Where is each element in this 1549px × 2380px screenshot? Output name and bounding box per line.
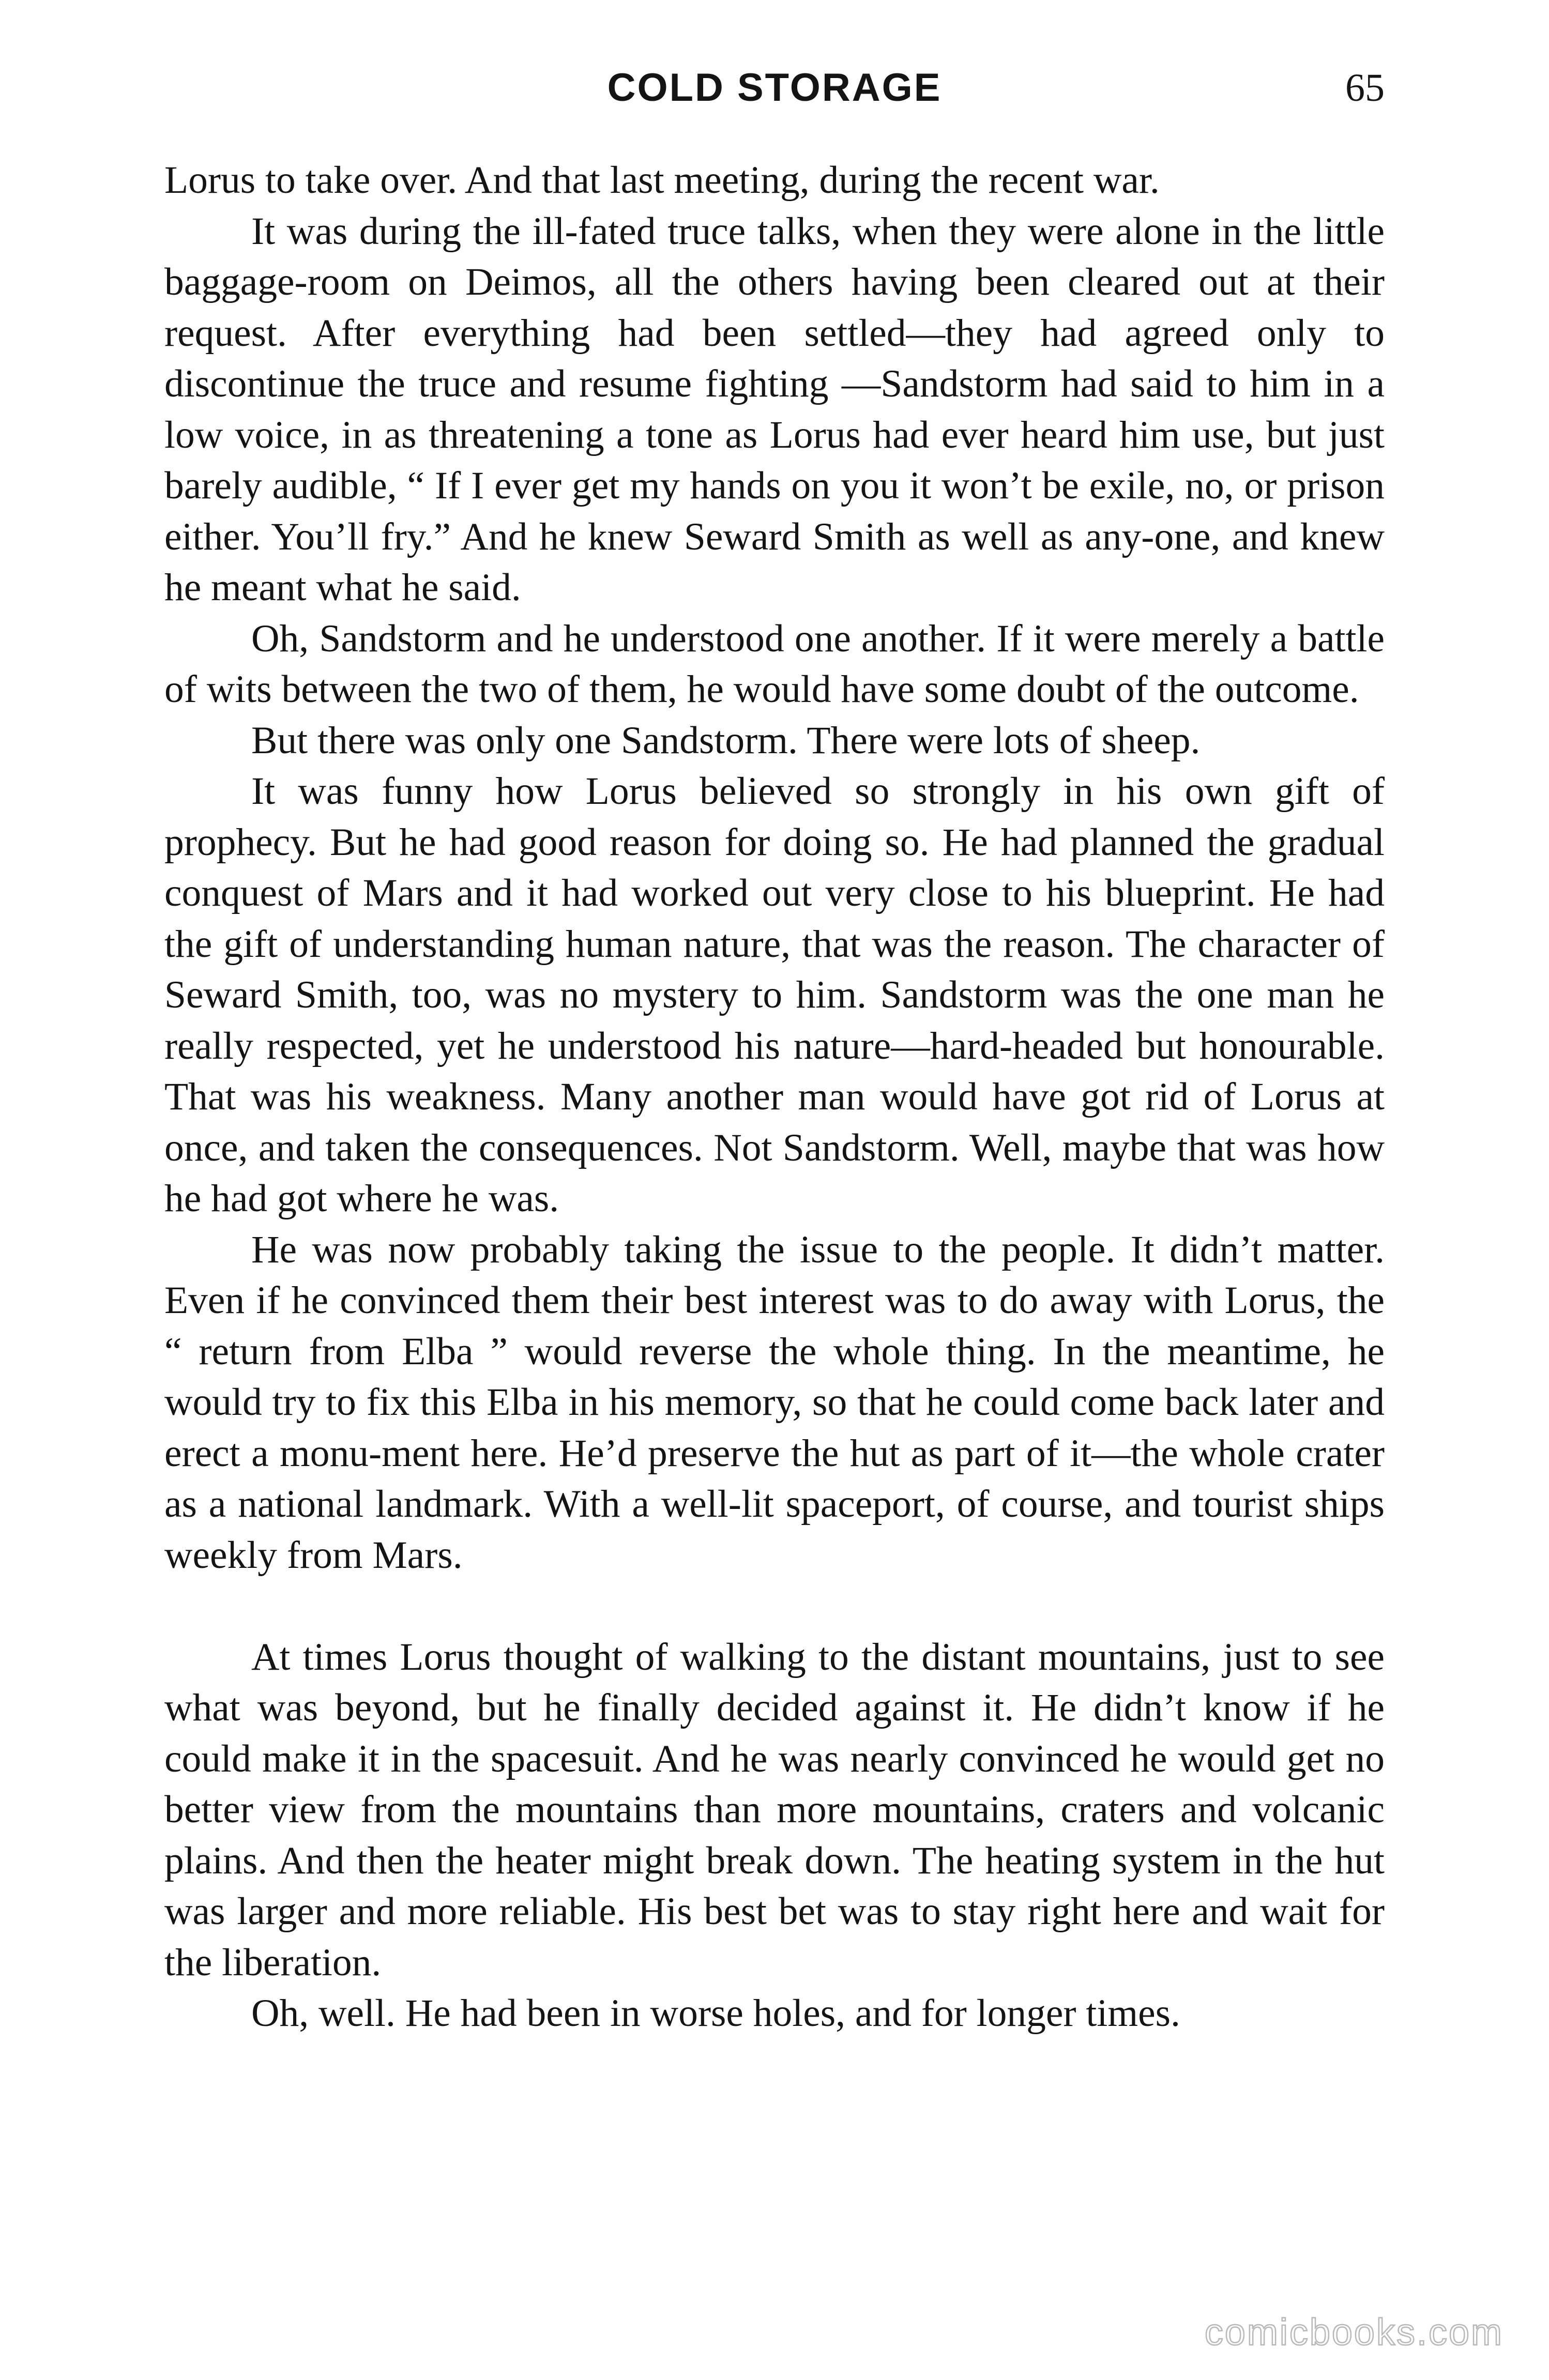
running-title: COLD STORAGE (607, 66, 942, 110)
running-head (164, 57, 1385, 119)
paragraph: But there was only one Sandstorm. There were lots of sheep. (251, 719, 1201, 762)
page-number: 65 (1345, 66, 1385, 110)
paragraph-continued: Lorus to take over. And that last meeting, during the recent war. (164, 159, 1160, 202)
paragraph: Oh, Sandstorm and he understood one another. If it were merely a battle of wits between the two of them, he would have some doubt of the outcome. (164, 617, 1385, 711)
body-text (164, 155, 1385, 2039)
paragraph: Oh, well. He had been in worse holes, and for longer times. (251, 1992, 1180, 2035)
paragraph: He was now probably taking the issue to the people. It didn’t matter. Even if he convinced them their best interest was to do away with Lorus, the “ return from Elba ” would reverse the whole thing. In the meantime, he would try to fix this Elba in his memory, so that he could come back later and erect a monu-ment here. He’d preserve the hut as part of it—the whole crater as a national landmark. With a well-lit spaceport, of course, and tourist ships weekly from Mars. (164, 1228, 1385, 1577)
paragraph-section-start: At times Lorus thought of walking to the distant mountains, just to see what was beyond, but he finally decided against it. He didn’t know if he could make it in the spacesuit. And he was nearly convinced he would get no better view from the mountains than more mountains, craters and volcanic plains. And then the heater might break down. The heating system in the hut was larger and more reliable. His best bet was to stay right here and wait for the liberation. (164, 1635, 1385, 1984)
paragraph: It was funny how Lorus believed so strongly in his own gift of prophecy. But he had good reason for doing so. He had planned the gradual conquest of Mars and it had worked out very close to his blueprint. He had the gift of understanding human nature, that was the reason. The character of Seward Smith, too, was no mystery to him. Sandstorm was the one man he really respected, yet he understood his nature—hard-headed but honourable. That was his weakness. Many another man would have got rid of Lorus at once, and taken the consequences. Not Sandstorm. Well, maybe that was how he had got where he was. (164, 770, 1385, 1220)
watermark: comicbooks.com (1204, 2312, 1504, 2353)
paragraph: It was during the ill-fated truce talks, when they were alone in the little baggage-room on Deimos, all the others having been cleared out at their request. After everything had been settled—they had agreed only to discontinue the truce and resume fighting —Sandstorm had said to him in a low voice, in as threatening a tone as Lorus had ever heard him use, but just barely audible, “ If I ever get my hands on you it won’t be exile, no, or prison either. You’ll fry.” And he knew Seward Smith as well as any-one, and knew he meant what he said. (164, 209, 1385, 609)
